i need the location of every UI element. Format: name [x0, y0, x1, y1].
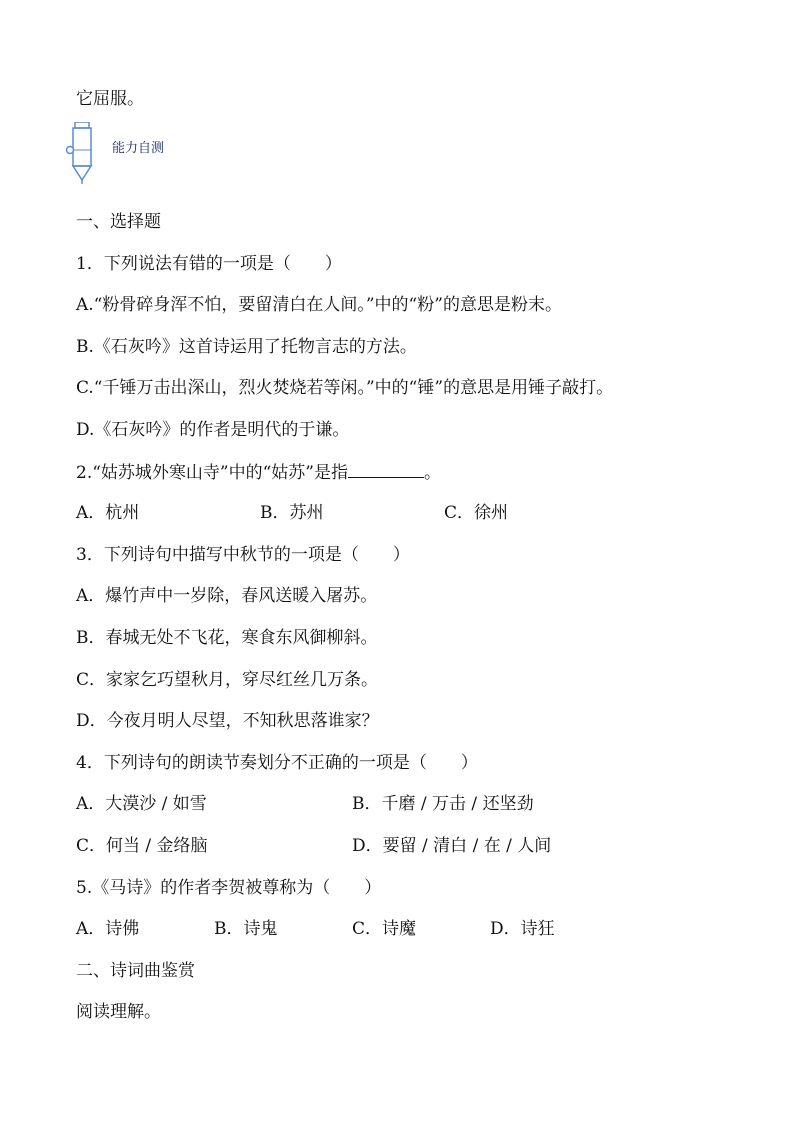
section-badge-label: 能力自测	[112, 141, 165, 156]
question-3-option-a: A．爆竹声中一岁除，春风送暖入屠苏。	[76, 586, 378, 606]
question-5-option-b: B．诗鬼	[214, 919, 278, 939]
question-4-option-d: D．要留 / 清白 / 在 / 人间	[352, 836, 552, 856]
question-4-option-a: A．大漠沙 / 如雪	[76, 794, 207, 814]
question-2-option-a: A．杭州	[76, 503, 140, 523]
intro-tail-text: 它屈服。	[76, 89, 144, 109]
reading-instruction: 阅读理解。	[76, 1002, 161, 1022]
question-1-option-d: D.《石灰吟》的作者是明代的于谦。	[76, 420, 350, 440]
question-4-option-c: C．何当 / 金络脑	[76, 836, 208, 856]
question-5-stem: 5.《马诗》的作者李贺被尊称为（ ）	[76, 878, 382, 898]
question-3-option-d: D．今夜月明人尽望，不知秋思落谁家？	[76, 711, 379, 731]
question-2-stem-after: 。	[423, 463, 441, 483]
answer-blank	[348, 461, 424, 478]
question-2-stem	[76, 461, 441, 484]
question-1-stem: 1．下列说法有错的一项是（ ）	[76, 254, 342, 274]
question-5-option-c: C．诗魔	[352, 919, 417, 939]
question-1-option-c: C.“千锤万击出深山，烈火焚烧若等闲。”中的“锤”的意思是用锤子敲打。	[76, 378, 614, 398]
section-1-title: 一、选择题	[76, 212, 161, 232]
question-2-option-c: C．徐州	[444, 503, 509, 523]
question-1-option-a: A.“粉骨碎身浑不怕，要留清白在人间。”中的“粉”的意思是粉末。	[76, 295, 562, 315]
question-4-option-b: B．千磨 / 万击 / 还坚劲	[352, 794, 534, 814]
question-4-stem: 4．下列诗句的朗读节奏划分不正确的一项是（ ）	[76, 753, 478, 773]
question-5-option-d: D．诗狂	[490, 919, 555, 939]
section-2-title: 二、诗词曲鉴赏	[76, 961, 195, 981]
question-5-option-a: A．诗佛	[76, 919, 140, 939]
question-3-option-b: B．春城无处不飞花，寒食东风御柳斜。	[76, 628, 378, 648]
question-1-option-b: B.《石灰吟》这首诗运用了托物言志的方法。	[76, 337, 417, 357]
question-3-stem: 3．下列诗句中描写中秋节的一项是（ ）	[76, 545, 410, 565]
question-2-option-b: B．苏州	[260, 503, 324, 523]
question-3-option-c: C．家家乞巧望秋月，穿尽红丝几万条。	[76, 670, 379, 690]
question-2-stem-before: 2.“姑苏城外寒山寺”中的“姑苏”是指	[76, 463, 348, 483]
